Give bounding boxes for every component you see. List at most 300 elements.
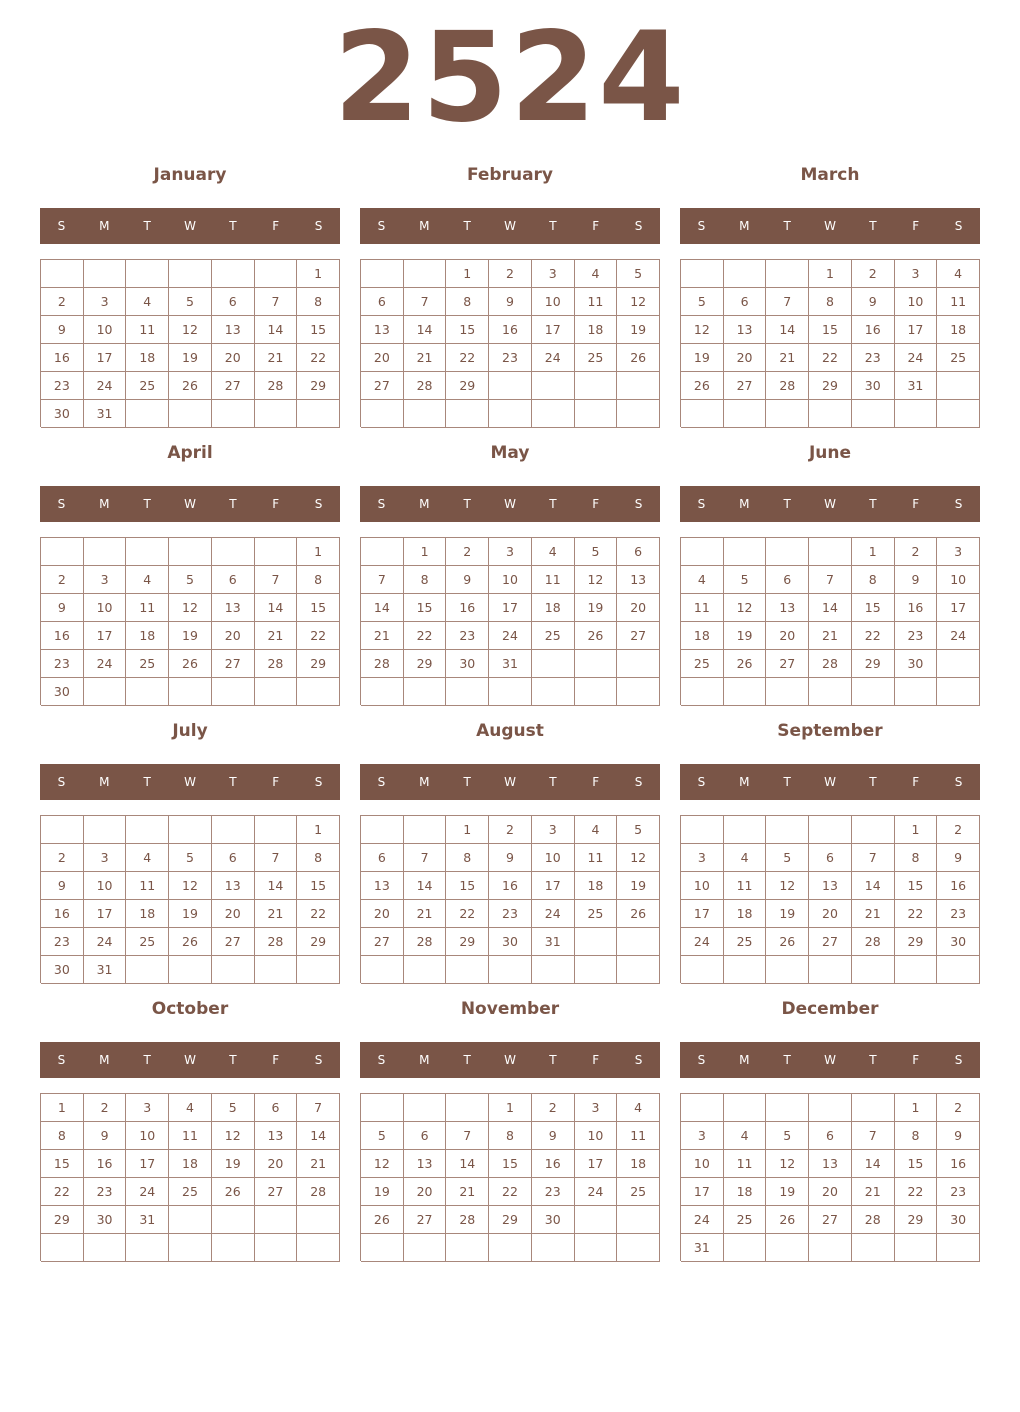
day-cell[interactable]: 15 (809, 316, 852, 344)
day-cell[interactable]: 18 (937, 316, 980, 344)
day-cell[interactable]: 28 (809, 650, 852, 678)
day-cell[interactable]: 26 (361, 1206, 404, 1234)
day-cell[interactable]: 27 (361, 928, 404, 956)
day-cell[interactable]: 2 (41, 288, 84, 316)
day-cell[interactable]: 23 (84, 1178, 127, 1206)
day-cell[interactable]: 29 (297, 928, 340, 956)
day-cell[interactable]: 27 (361, 372, 404, 400)
day-cell[interactable]: 28 (361, 650, 404, 678)
day-cell[interactable]: 24 (532, 900, 575, 928)
day-cell[interactable]: 19 (212, 1150, 255, 1178)
day-cell[interactable]: 10 (895, 288, 938, 316)
day-cell[interactable]: 29 (41, 1206, 84, 1234)
day-cell[interactable]: 11 (724, 872, 767, 900)
day-cell[interactable]: 23 (41, 928, 84, 956)
day-cell[interactable]: 20 (361, 900, 404, 928)
day-cell[interactable]: 1 (297, 816, 340, 844)
day-cell[interactable]: 19 (766, 1178, 809, 1206)
day-cell[interactable]: 19 (617, 316, 660, 344)
day-cell[interactable]: 9 (895, 566, 938, 594)
day-cell[interactable]: 27 (809, 1206, 852, 1234)
day-cell[interactable]: 27 (724, 372, 767, 400)
day-cell[interactable]: 21 (361, 622, 404, 650)
day-cell[interactable]: 23 (532, 1178, 575, 1206)
day-cell[interactable]: 2 (489, 260, 532, 288)
day-cell[interactable]: 1 (446, 260, 489, 288)
day-cell[interactable]: 21 (809, 622, 852, 650)
day-cell[interactable]: 30 (41, 678, 84, 706)
day-cell[interactable]: 7 (255, 566, 298, 594)
day-cell[interactable]: 2 (41, 566, 84, 594)
day-cell[interactable]: 5 (575, 538, 618, 566)
day-cell[interactable]: 10 (532, 288, 575, 316)
day-cell[interactable]: 7 (404, 288, 447, 316)
day-cell[interactable]: 25 (617, 1178, 660, 1206)
day-cell[interactable]: 11 (617, 1122, 660, 1150)
day-cell[interactable]: 22 (404, 622, 447, 650)
day-cell[interactable]: 28 (255, 650, 298, 678)
day-cell[interactable]: 21 (404, 900, 447, 928)
day-cell[interactable]: 9 (489, 288, 532, 316)
day-cell[interactable]: 5 (724, 566, 767, 594)
day-cell[interactable]: 17 (681, 900, 724, 928)
day-cell[interactable]: 11 (724, 1150, 767, 1178)
day-cell[interactable]: 26 (724, 650, 767, 678)
day-cell[interactable]: 13 (212, 594, 255, 622)
day-cell[interactable]: 29 (852, 650, 895, 678)
day-cell[interactable]: 11 (937, 288, 980, 316)
day-cell[interactable]: 26 (617, 900, 660, 928)
day-cell[interactable]: 22 (895, 1178, 938, 1206)
day-cell[interactable]: 11 (681, 594, 724, 622)
day-cell[interactable]: 31 (532, 928, 575, 956)
day-cell[interactable]: 16 (41, 622, 84, 650)
day-cell[interactable]: 20 (212, 900, 255, 928)
day-cell[interactable]: 3 (532, 260, 575, 288)
day-cell[interactable]: 10 (126, 1122, 169, 1150)
day-cell[interactable]: 5 (766, 1122, 809, 1150)
day-cell[interactable]: 19 (169, 622, 212, 650)
day-cell[interactable]: 8 (297, 844, 340, 872)
day-cell[interactable]: 27 (212, 372, 255, 400)
day-cell[interactable]: 12 (617, 844, 660, 872)
day-cell[interactable]: 28 (255, 928, 298, 956)
day-cell[interactable]: 13 (809, 1150, 852, 1178)
day-cell[interactable]: 13 (255, 1122, 298, 1150)
day-cell[interactable]: 3 (937, 538, 980, 566)
day-cell[interactable]: 22 (446, 900, 489, 928)
day-cell[interactable]: 25 (575, 900, 618, 928)
day-cell[interactable]: 7 (361, 566, 404, 594)
day-cell[interactable]: 2 (937, 816, 980, 844)
day-cell[interactable]: 11 (575, 844, 618, 872)
day-cell[interactable]: 22 (297, 622, 340, 650)
day-cell[interactable]: 18 (532, 594, 575, 622)
day-cell[interactable]: 21 (255, 622, 298, 650)
day-cell[interactable]: 19 (724, 622, 767, 650)
day-cell[interactable]: 1 (852, 538, 895, 566)
day-cell[interactable]: 12 (212, 1122, 255, 1150)
day-cell[interactable]: 8 (489, 1122, 532, 1150)
day-cell[interactable]: 29 (489, 1206, 532, 1234)
day-cell[interactable]: 22 (809, 344, 852, 372)
day-cell[interactable]: 9 (84, 1122, 127, 1150)
day-cell[interactable]: 12 (681, 316, 724, 344)
day-cell[interactable]: 21 (446, 1178, 489, 1206)
day-cell[interactable]: 4 (126, 566, 169, 594)
day-cell[interactable]: 14 (852, 872, 895, 900)
day-cell[interactable]: 14 (361, 594, 404, 622)
day-cell[interactable]: 4 (532, 538, 575, 566)
day-cell[interactable]: 30 (937, 928, 980, 956)
day-cell[interactable]: 14 (255, 594, 298, 622)
day-cell[interactable]: 1 (809, 260, 852, 288)
day-cell[interactable]: 27 (212, 928, 255, 956)
day-cell[interactable]: 14 (297, 1122, 340, 1150)
day-cell[interactable]: 8 (404, 566, 447, 594)
day-cell[interactable]: 4 (126, 288, 169, 316)
day-cell[interactable]: 25 (126, 372, 169, 400)
day-cell[interactable]: 5 (212, 1094, 255, 1122)
day-cell[interactable]: 4 (681, 566, 724, 594)
day-cell[interactable]: 2 (895, 538, 938, 566)
day-cell[interactable]: 15 (446, 316, 489, 344)
day-cell[interactable]: 11 (575, 288, 618, 316)
day-cell[interactable]: 16 (41, 900, 84, 928)
day-cell[interactable]: 18 (126, 344, 169, 372)
day-cell[interactable]: 3 (895, 260, 938, 288)
day-cell[interactable]: 20 (809, 900, 852, 928)
day-cell[interactable]: 31 (681, 1234, 724, 1262)
day-cell[interactable]: 26 (169, 928, 212, 956)
day-cell[interactable]: 8 (809, 288, 852, 316)
day-cell[interactable]: 30 (532, 1206, 575, 1234)
day-cell[interactable]: 12 (361, 1150, 404, 1178)
day-cell[interactable]: 25 (169, 1178, 212, 1206)
day-cell[interactable]: 7 (404, 844, 447, 872)
day-cell[interactable]: 28 (852, 1206, 895, 1234)
day-cell[interactable]: 31 (126, 1206, 169, 1234)
day-cell[interactable]: 13 (617, 566, 660, 594)
day-cell[interactable]: 18 (126, 622, 169, 650)
day-cell[interactable]: 29 (404, 650, 447, 678)
day-cell[interactable]: 31 (895, 372, 938, 400)
day-cell[interactable]: 17 (532, 872, 575, 900)
day-cell[interactable]: 13 (766, 594, 809, 622)
day-cell[interactable]: 10 (681, 872, 724, 900)
day-cell[interactable]: 6 (724, 288, 767, 316)
day-cell[interactable]: 19 (617, 872, 660, 900)
day-cell[interactable]: 27 (404, 1206, 447, 1234)
day-cell[interactable]: 4 (937, 260, 980, 288)
day-cell[interactable]: 19 (169, 900, 212, 928)
day-cell[interactable]: 3 (84, 844, 127, 872)
day-cell[interactable]: 30 (852, 372, 895, 400)
day-cell[interactable]: 28 (404, 928, 447, 956)
day-cell[interactable]: 6 (212, 844, 255, 872)
day-cell[interactable]: 9 (532, 1122, 575, 1150)
day-cell[interactable]: 13 (404, 1150, 447, 1178)
day-cell[interactable]: 23 (489, 900, 532, 928)
day-cell[interactable]: 9 (937, 844, 980, 872)
day-cell[interactable]: 7 (852, 1122, 895, 1150)
day-cell[interactable]: 17 (84, 344, 127, 372)
day-cell[interactable]: 17 (126, 1150, 169, 1178)
day-cell[interactable]: 25 (937, 344, 980, 372)
day-cell[interactable]: 12 (575, 566, 618, 594)
day-cell[interactable]: 8 (297, 566, 340, 594)
day-cell[interactable]: 16 (937, 872, 980, 900)
day-cell[interactable]: 20 (617, 594, 660, 622)
day-cell[interactable]: 21 (255, 344, 298, 372)
day-cell[interactable]: 29 (297, 372, 340, 400)
day-cell[interactable]: 3 (532, 816, 575, 844)
day-cell[interactable]: 27 (255, 1178, 298, 1206)
day-cell[interactable]: 3 (489, 538, 532, 566)
day-cell[interactable]: 29 (446, 928, 489, 956)
day-cell[interactable]: 20 (361, 344, 404, 372)
day-cell[interactable]: 24 (681, 928, 724, 956)
day-cell[interactable]: 9 (41, 872, 84, 900)
day-cell[interactable]: 16 (41, 344, 84, 372)
day-cell[interactable]: 6 (212, 566, 255, 594)
day-cell[interactable]: 6 (809, 1122, 852, 1150)
day-cell[interactable]: 13 (724, 316, 767, 344)
day-cell[interactable]: 8 (895, 844, 938, 872)
day-cell[interactable]: 11 (532, 566, 575, 594)
day-cell[interactable]: 16 (489, 316, 532, 344)
day-cell[interactable]: 10 (84, 316, 127, 344)
day-cell[interactable]: 26 (766, 1206, 809, 1234)
day-cell[interactable]: 6 (361, 288, 404, 316)
day-cell[interactable]: 20 (212, 622, 255, 650)
day-cell[interactable]: 18 (126, 900, 169, 928)
day-cell[interactable]: 25 (724, 928, 767, 956)
day-cell[interactable]: 9 (41, 316, 84, 344)
day-cell[interactable]: 20 (724, 344, 767, 372)
day-cell[interactable]: 17 (681, 1178, 724, 1206)
day-cell[interactable]: 1 (895, 1094, 938, 1122)
day-cell[interactable]: 16 (895, 594, 938, 622)
day-cell[interactable]: 3 (84, 566, 127, 594)
day-cell[interactable]: 3 (681, 1122, 724, 1150)
day-cell[interactable]: 1 (297, 260, 340, 288)
day-cell[interactable]: 5 (169, 288, 212, 316)
day-cell[interactable]: 6 (617, 538, 660, 566)
day-cell[interactable]: 31 (84, 956, 127, 984)
day-cell[interactable]: 21 (404, 344, 447, 372)
day-cell[interactable]: 2 (84, 1094, 127, 1122)
day-cell[interactable]: 30 (41, 956, 84, 984)
day-cell[interactable]: 30 (895, 650, 938, 678)
day-cell[interactable]: 20 (809, 1178, 852, 1206)
day-cell[interactable]: 1 (297, 538, 340, 566)
day-cell[interactable]: 26 (169, 650, 212, 678)
day-cell[interactable]: 16 (446, 594, 489, 622)
day-cell[interactable]: 28 (297, 1178, 340, 1206)
day-cell[interactable]: 8 (895, 1122, 938, 1150)
day-cell[interactable]: 29 (809, 372, 852, 400)
day-cell[interactable]: 13 (361, 872, 404, 900)
day-cell[interactable]: 4 (169, 1094, 212, 1122)
day-cell[interactable]: 22 (895, 900, 938, 928)
day-cell[interactable]: 21 (766, 344, 809, 372)
day-cell[interactable]: 26 (212, 1178, 255, 1206)
day-cell[interactable]: 11 (169, 1122, 212, 1150)
day-cell[interactable]: 12 (766, 872, 809, 900)
day-cell[interactable]: 17 (84, 622, 127, 650)
day-cell[interactable]: 10 (84, 594, 127, 622)
day-cell[interactable]: 2 (489, 816, 532, 844)
day-cell[interactable]: 2 (937, 1094, 980, 1122)
day-cell[interactable]: 3 (575, 1094, 618, 1122)
day-cell[interactable]: 16 (84, 1150, 127, 1178)
day-cell[interactable]: 12 (766, 1150, 809, 1178)
day-cell[interactable]: 7 (852, 844, 895, 872)
day-cell[interactable]: 12 (169, 594, 212, 622)
day-cell[interactable]: 8 (852, 566, 895, 594)
day-cell[interactable]: 3 (681, 844, 724, 872)
day-cell[interactable]: 30 (937, 1206, 980, 1234)
day-cell[interactable]: 19 (681, 344, 724, 372)
day-cell[interactable]: 24 (126, 1178, 169, 1206)
day-cell[interactable]: 1 (41, 1094, 84, 1122)
day-cell[interactable]: 5 (766, 844, 809, 872)
day-cell[interactable]: 15 (41, 1150, 84, 1178)
day-cell[interactable]: 17 (937, 594, 980, 622)
day-cell[interactable]: 6 (212, 288, 255, 316)
day-cell[interactable]: 28 (404, 372, 447, 400)
day-cell[interactable]: 17 (575, 1150, 618, 1178)
day-cell[interactable]: 7 (255, 844, 298, 872)
day-cell[interactable]: 24 (681, 1206, 724, 1234)
day-cell[interactable]: 12 (617, 288, 660, 316)
day-cell[interactable]: 14 (446, 1150, 489, 1178)
day-cell[interactable]: 23 (852, 344, 895, 372)
day-cell[interactable]: 15 (297, 316, 340, 344)
day-cell[interactable]: 26 (681, 372, 724, 400)
day-cell[interactable]: 16 (852, 316, 895, 344)
day-cell[interactable]: 22 (297, 900, 340, 928)
day-cell[interactable]: 24 (532, 344, 575, 372)
day-cell[interactable]: 18 (575, 316, 618, 344)
day-cell[interactable]: 5 (617, 260, 660, 288)
day-cell[interactable]: 17 (489, 594, 532, 622)
day-cell[interactable]: 15 (895, 1150, 938, 1178)
day-cell[interactable]: 8 (297, 288, 340, 316)
day-cell[interactable]: 4 (575, 816, 618, 844)
day-cell[interactable]: 23 (41, 372, 84, 400)
day-cell[interactable]: 25 (575, 344, 618, 372)
day-cell[interactable]: 5 (169, 566, 212, 594)
day-cell[interactable]: 10 (532, 844, 575, 872)
day-cell[interactable]: 14 (404, 316, 447, 344)
day-cell[interactable]: 18 (169, 1150, 212, 1178)
day-cell[interactable]: 11 (126, 594, 169, 622)
day-cell[interactable]: 20 (255, 1150, 298, 1178)
day-cell[interactable]: 9 (852, 288, 895, 316)
day-cell[interactable]: 10 (937, 566, 980, 594)
day-cell[interactable]: 30 (41, 400, 84, 428)
day-cell[interactable]: 28 (255, 372, 298, 400)
day-cell[interactable]: 28 (446, 1206, 489, 1234)
day-cell[interactable]: 23 (937, 1178, 980, 1206)
day-cell[interactable]: 1 (446, 816, 489, 844)
day-cell[interactable]: 24 (937, 622, 980, 650)
day-cell[interactable]: 8 (446, 844, 489, 872)
day-cell[interactable]: 1 (895, 816, 938, 844)
day-cell[interactable]: 3 (126, 1094, 169, 1122)
day-cell[interactable]: 29 (446, 372, 489, 400)
day-cell[interactable]: 27 (809, 928, 852, 956)
day-cell[interactable]: 21 (852, 1178, 895, 1206)
day-cell[interactable]: 13 (212, 872, 255, 900)
day-cell[interactable]: 18 (724, 1178, 767, 1206)
day-cell[interactable]: 12 (169, 872, 212, 900)
day-cell[interactable]: 24 (84, 928, 127, 956)
day-cell[interactable]: 23 (41, 650, 84, 678)
day-cell[interactable]: 27 (766, 650, 809, 678)
day-cell[interactable]: 13 (361, 316, 404, 344)
day-cell[interactable]: 19 (575, 594, 618, 622)
day-cell[interactable]: 24 (84, 372, 127, 400)
day-cell[interactable]: 1 (404, 538, 447, 566)
day-cell[interactable]: 9 (446, 566, 489, 594)
day-cell[interactable]: 5 (169, 844, 212, 872)
day-cell[interactable]: 14 (809, 594, 852, 622)
day-cell[interactable]: 6 (361, 844, 404, 872)
day-cell[interactable]: 6 (255, 1094, 298, 1122)
day-cell[interactable]: 10 (681, 1150, 724, 1178)
day-cell[interactable]: 24 (84, 650, 127, 678)
day-cell[interactable]: 27 (212, 650, 255, 678)
day-cell[interactable]: 27 (617, 622, 660, 650)
day-cell[interactable]: 12 (724, 594, 767, 622)
day-cell[interactable]: 4 (126, 844, 169, 872)
day-cell[interactable]: 25 (724, 1206, 767, 1234)
day-cell[interactable]: 7 (446, 1122, 489, 1150)
day-cell[interactable]: 23 (446, 622, 489, 650)
day-cell[interactable]: 17 (895, 316, 938, 344)
day-cell[interactable]: 15 (297, 872, 340, 900)
day-cell[interactable]: 15 (895, 872, 938, 900)
day-cell[interactable]: 22 (41, 1178, 84, 1206)
day-cell[interactable]: 28 (766, 372, 809, 400)
day-cell[interactable]: 15 (446, 872, 489, 900)
day-cell[interactable]: 25 (126, 650, 169, 678)
day-cell[interactable]: 16 (489, 872, 532, 900)
day-cell[interactable]: 17 (84, 900, 127, 928)
day-cell[interactable]: 2 (852, 260, 895, 288)
day-cell[interactable]: 22 (297, 344, 340, 372)
day-cell[interactable]: 15 (489, 1150, 532, 1178)
day-cell[interactable]: 5 (681, 288, 724, 316)
day-cell[interactable]: 29 (895, 928, 938, 956)
day-cell[interactable]: 2 (446, 538, 489, 566)
day-cell[interactable]: 19 (169, 344, 212, 372)
day-cell[interactable]: 28 (852, 928, 895, 956)
day-cell[interactable]: 4 (724, 844, 767, 872)
day-cell[interactable]: 5 (617, 816, 660, 844)
day-cell[interactable]: 24 (489, 622, 532, 650)
day-cell[interactable]: 14 (255, 316, 298, 344)
day-cell[interactable]: 15 (404, 594, 447, 622)
day-cell[interactable]: 31 (84, 400, 127, 428)
day-cell[interactable]: 14 (852, 1150, 895, 1178)
day-cell[interactable]: 13 (212, 316, 255, 344)
day-cell[interactable]: 19 (766, 900, 809, 928)
day-cell[interactable]: 6 (809, 844, 852, 872)
